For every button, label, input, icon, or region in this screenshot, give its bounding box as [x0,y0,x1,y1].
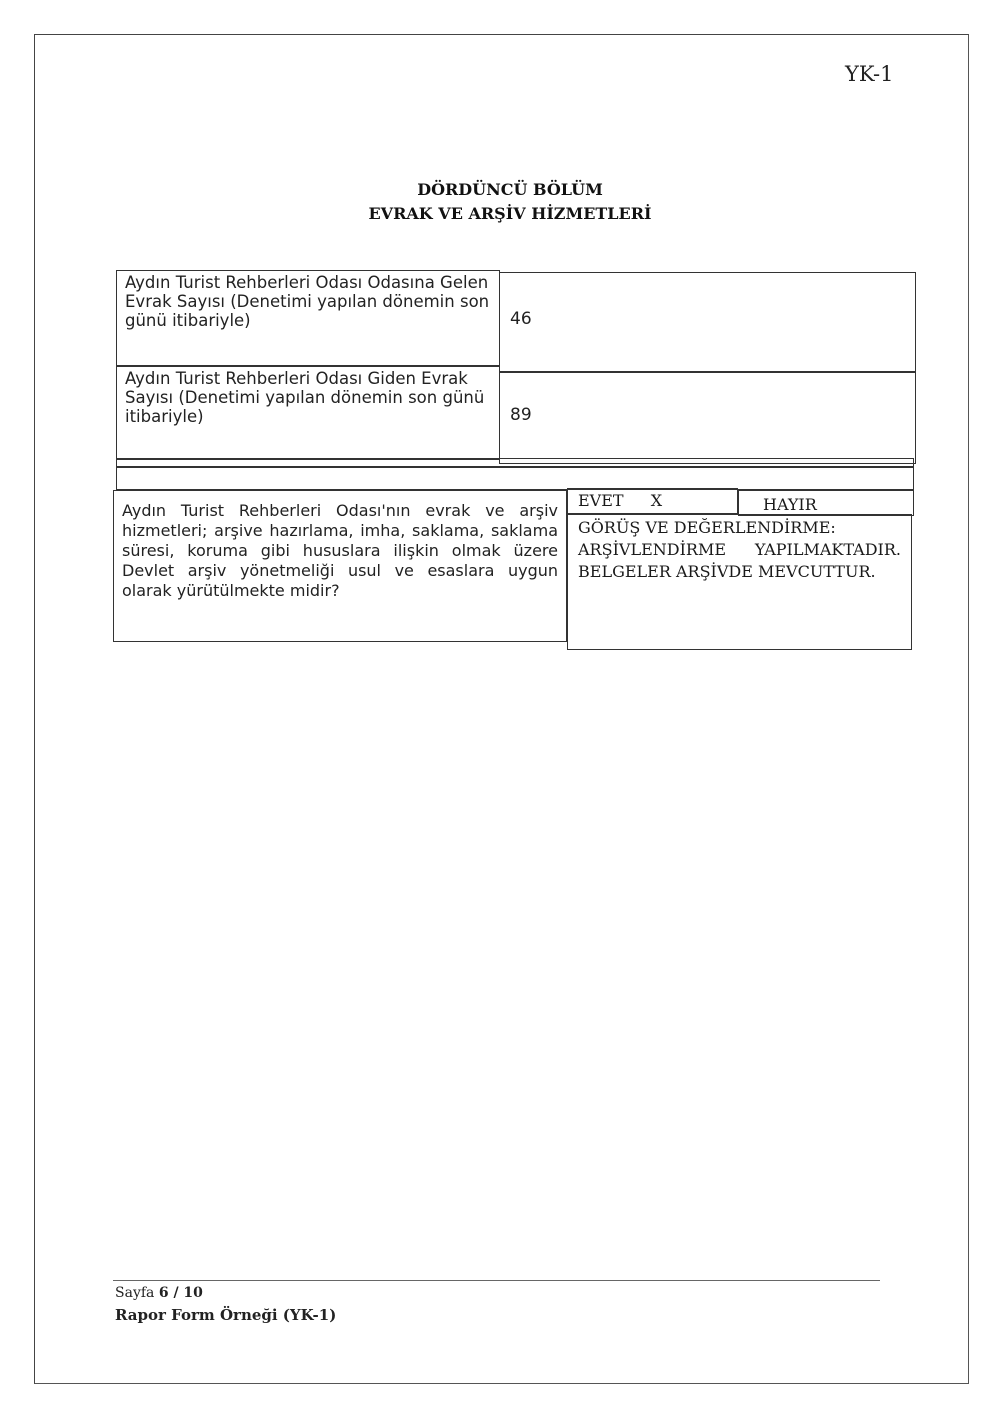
yes-mark: X [650,491,663,510]
footer-form-name: Rapor Form Örneği (YK-1) [115,1306,337,1324]
opinion-cell [567,514,912,650]
footer-rule [113,1280,880,1281]
no-label: HAYIR [763,495,817,514]
footer-page-label: Sayfa [115,1285,155,1301]
opinion-word-1: ARŞİVLENDİRME [578,540,726,559]
archive-question-cell [113,490,567,642]
yes-option-cell [567,488,738,514]
section-title: EVRAK VE ARŞİV HİZMETLERİ [368,204,652,223]
table-blank-row [116,466,914,490]
opinion-line-1 [578,539,901,561]
opinion-word-2: YAPILMAKTADIR. [754,540,901,559]
archive-question-text: Aydın Turist Rehberleri Odası'nın evrak ve arşiv hizmetleri; arşive hazırlama, imha, saklama, saklama süresi, koruma gibi hususlara ilişkin olmak üzere Devlet arşiv yönetmeliği usul ve esaslara uygun olarak yürütülmekte midir? [122,501,558,600]
outgoing-documents-label: Aydın Turist Rehberleri Odası Giden Evrak Sayısı (Denetimi yapılan dönemin son günü itibariyle) [116,366,500,460]
incoming-documents-label: Aydın Turist Rehberleri Odası Odasına Gelen Evrak Sayısı (Denetimi yapılan dönemin son günü itibariyle) [116,270,500,366]
incoming-documents-count: 46 [510,309,532,329]
footer-page [115,1285,203,1301]
yes-label: EVET [578,491,624,510]
document-code: YK-1 [845,62,894,86]
outgoing-documents-count: 89 [510,405,532,425]
incoming-documents-cell [499,272,916,372]
outgoing-documents-cell [499,372,916,464]
page-frame [34,34,969,1384]
section-heading: DÖRDÜNCÜ BÖLÜM [417,180,603,199]
opinion-title: GÖRÜŞ VE DEĞERLENDİRME: [578,518,836,537]
footer-page-number: 6 / 10 [158,1285,203,1301]
no-option-cell [738,490,914,516]
opinion-line-2: BELGELER ARŞİVDE MEVCUTTUR. [578,562,876,581]
